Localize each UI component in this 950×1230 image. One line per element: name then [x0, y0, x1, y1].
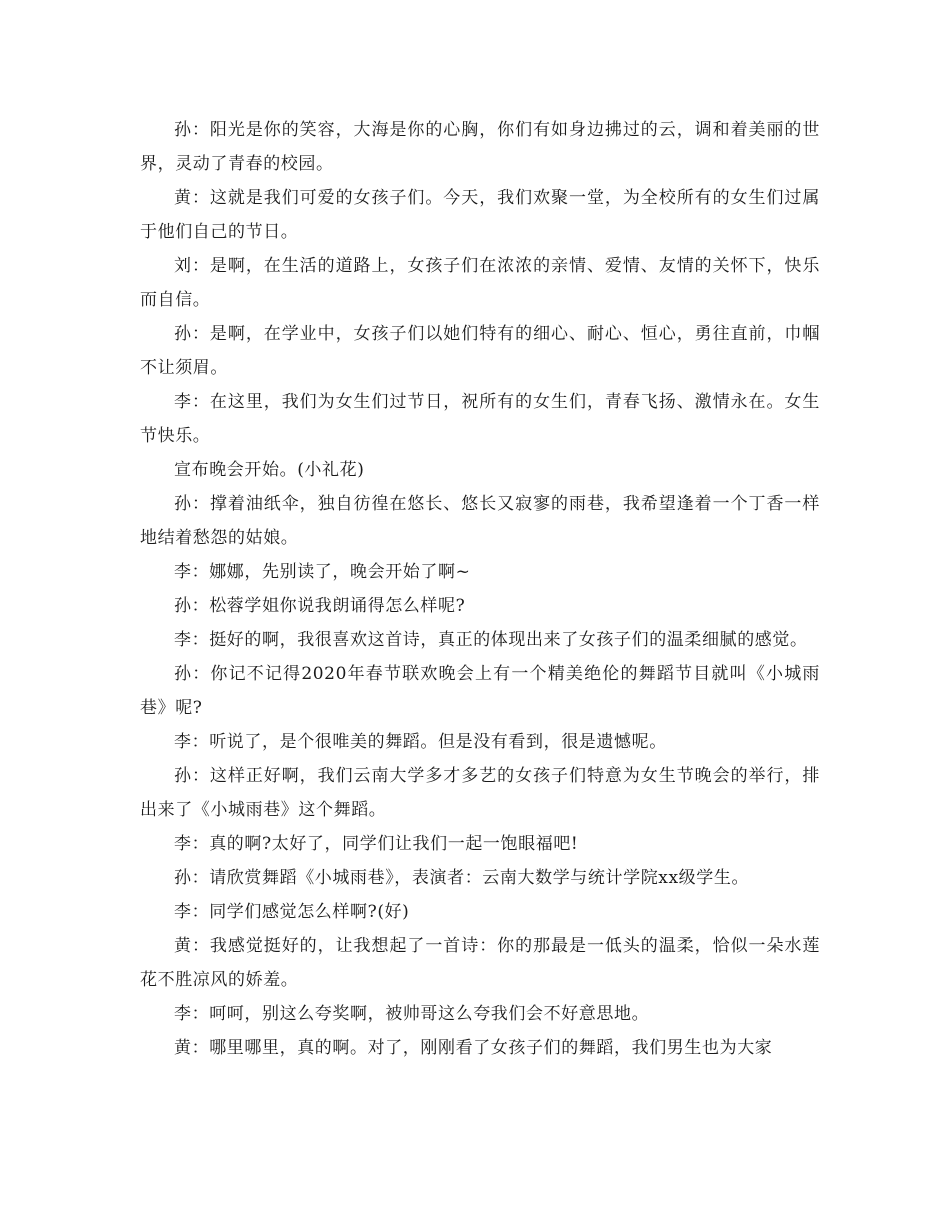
- paragraph-5: 李：在这里，我们为女生们过节日，祝所有的女生们，青春飞扬、激情永在。女生节快乐。: [140, 392, 820, 446]
- paragraph-10: 李：挺好的啊，我很喜欢这首诗，真正的体现出来了女孩子们的温柔细腻的感觉。: [174, 630, 808, 650]
- paragraph-16: 李：同学们感觉怎么样啊?(好): [174, 902, 410, 922]
- paragraph-11: 孙：你记不记得2020年春节联欢晚会上有一个精美绝伦的舞蹈节目就叫《小城雨巷》呢?: [140, 664, 820, 718]
- paragraph-12: 李：听说了，是个很唯美的舞蹈。但是没有看到，很是遗憾呢。: [174, 732, 667, 752]
- paragraph-18: 李：呵呵，别这么夸奖啊，被帅哥这么夸我们会不好意思地。: [174, 1004, 650, 1024]
- document-body: [140, 113, 820, 1065]
- paragraph-7: 孙：撑着油纸伞，独自彷徨在悠长、悠长又寂寥的雨巷，我希望逢着一个丁香一样地结着愁怨的姑娘。: [140, 494, 820, 548]
- paragraph-2: 黄：这就是我们可爱的女孩子们。今天，我们欢聚一堂，为全校所有的女生们过属于他们自己的节日。: [140, 188, 820, 242]
- paragraph-19: 黄：哪里哪里，真的啊。对了，刚刚看了女孩子们的舞蹈，我们男生也为大家: [174, 1038, 773, 1058]
- paragraph-15: 孙：请欣赏舞蹈《小城雨巷》，表演者：云南大数学与统计学院xx级学生。: [174, 868, 750, 888]
- paragraph-8: 李：娜娜，先别读了，晚会开始了啊~: [174, 562, 471, 582]
- paragraph-14: 李：真的啊?太好了，同学们让我们一起一饱眼福吧!: [174, 834, 579, 854]
- paragraph-1: 孙：阳光是你的笑容，大海是你的心胸，你们有如身边拂过的云，调和着美丽的世界，灵动了青春的校园。: [140, 120, 820, 174]
- paragraph-17: 黄：我感觉挺好的，让我想起了一首诗：你的那最是一低头的温柔，恰似一朵水莲花不胜凉风的娇羞。: [140, 936, 820, 990]
- paragraph-6: 宣布晚会开始。(小礼花): [174, 460, 365, 480]
- paragraph-4: 孙：是啊，在学业中，女孩子们以她们特有的细心、耐心、恒心，勇往直前，巾帼不让须眉。: [140, 324, 820, 378]
- paragraph-13: 孙：这样正好啊，我们云南大学多才多艺的女孩子们特意为女生节晚会的举行，排出来了《小城雨巷》这个舞蹈。: [140, 766, 820, 820]
- paragraph-3: 刘：是啊，在生活的道路上，女孩子们在浓浓的亲情、爱情、友情的关怀下，快乐而自信。: [140, 256, 820, 310]
- paragraph-9: 孙：松蓉学姐你说我朗诵得怎么样呢?: [174, 596, 466, 616]
